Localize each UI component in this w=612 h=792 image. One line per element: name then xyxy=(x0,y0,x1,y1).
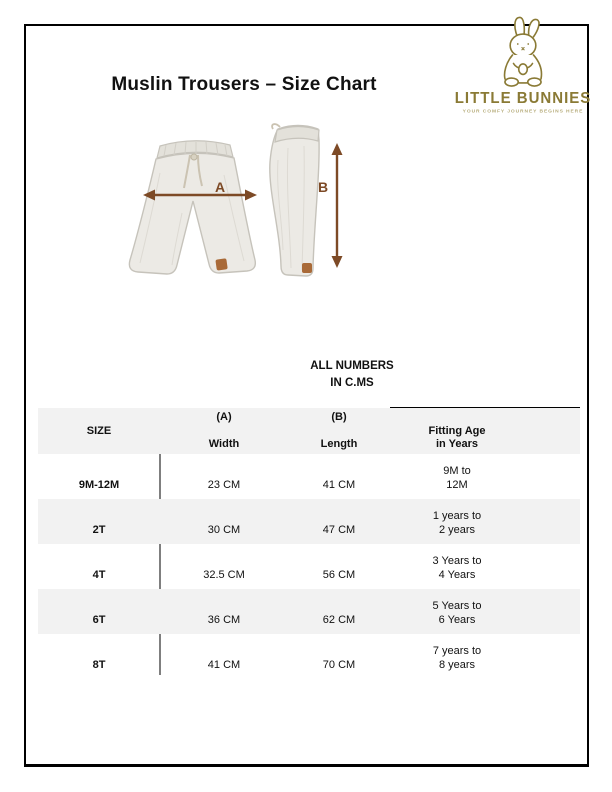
table-row xyxy=(38,499,580,544)
arrowhead-right-icon xyxy=(245,190,257,201)
age-cell xyxy=(390,544,580,589)
units-note xyxy=(272,358,432,392)
header-size: SIZE xyxy=(86,425,112,437)
age-cell xyxy=(390,454,580,499)
units-note-line1: ALL NUMBERS xyxy=(310,360,394,372)
table-header-row xyxy=(38,408,580,454)
brand-logo xyxy=(448,16,598,115)
width-cell: 32.5 CM xyxy=(203,569,245,581)
header-width-tag: (A) xyxy=(216,411,232,423)
size-cell: 9M-12M xyxy=(78,479,120,491)
header-length-label: Length xyxy=(320,438,358,450)
age-line1: 7 years to xyxy=(432,645,482,657)
length-cell: 41 CM xyxy=(322,479,356,491)
size-table xyxy=(38,408,580,679)
length-cell: 62 CM xyxy=(322,614,356,626)
age-line2: 6 Years xyxy=(438,614,476,626)
table-row xyxy=(38,634,580,679)
header-width xyxy=(160,408,288,454)
age-line1: 1 years to xyxy=(432,510,482,522)
size-cell: 8T xyxy=(92,659,106,671)
age-cell xyxy=(390,634,580,679)
width-cell: 23 CM xyxy=(207,479,241,491)
header-age-line2: in Years xyxy=(436,438,478,450)
age-line2: 4 Years xyxy=(438,569,476,581)
length-cell: 70 CM xyxy=(322,659,356,671)
table-row xyxy=(38,454,580,499)
width-arrow-label: A xyxy=(214,179,226,195)
header-age-line1: Fitting Age xyxy=(428,425,486,437)
age-line2: 2 years xyxy=(438,524,476,536)
brand-name: LITTLE BUNNIES xyxy=(454,89,592,108)
header-fitting-age xyxy=(390,408,580,454)
age-line2: 12M xyxy=(446,479,468,491)
width-cell: 36 CM xyxy=(207,614,241,626)
size-cell: 4T xyxy=(92,569,106,581)
table-row xyxy=(38,544,580,589)
header-width-label: Width xyxy=(208,438,240,450)
trousers-measurement-figure xyxy=(110,115,370,295)
arrowhead-up-icon xyxy=(332,143,343,155)
arrowhead-left-icon xyxy=(143,190,155,201)
size-cell: 6T xyxy=(92,614,106,626)
header-length xyxy=(288,408,390,454)
measurement-arrows xyxy=(110,115,370,295)
table-row xyxy=(38,589,580,634)
arrowhead-down-icon xyxy=(332,256,343,268)
size-cell: 2T xyxy=(92,524,106,536)
header-length-tag: (B) xyxy=(331,411,347,423)
brand-tagline: YOUR COMFY JOURNEY BEGINS HERE xyxy=(462,109,584,114)
page-title: Muslin Trousers – Size Chart xyxy=(111,74,377,95)
age-line1: 3 Years to xyxy=(432,555,482,567)
age-cell xyxy=(390,499,580,544)
age-line1: 9M to xyxy=(443,465,471,477)
age-cell xyxy=(390,589,580,634)
length-cell: 47 CM xyxy=(322,524,356,536)
age-line1: 5 Years to xyxy=(432,600,482,612)
units-note-line2: IN C.MS xyxy=(330,377,374,389)
length-cell: 56 CM xyxy=(322,569,356,581)
width-cell: 30 CM xyxy=(207,524,241,536)
width-cell: 41 CM xyxy=(207,659,241,671)
length-arrow-label: B xyxy=(317,179,329,195)
bunny-icon xyxy=(448,16,598,92)
age-line2: 8 years xyxy=(438,659,476,671)
